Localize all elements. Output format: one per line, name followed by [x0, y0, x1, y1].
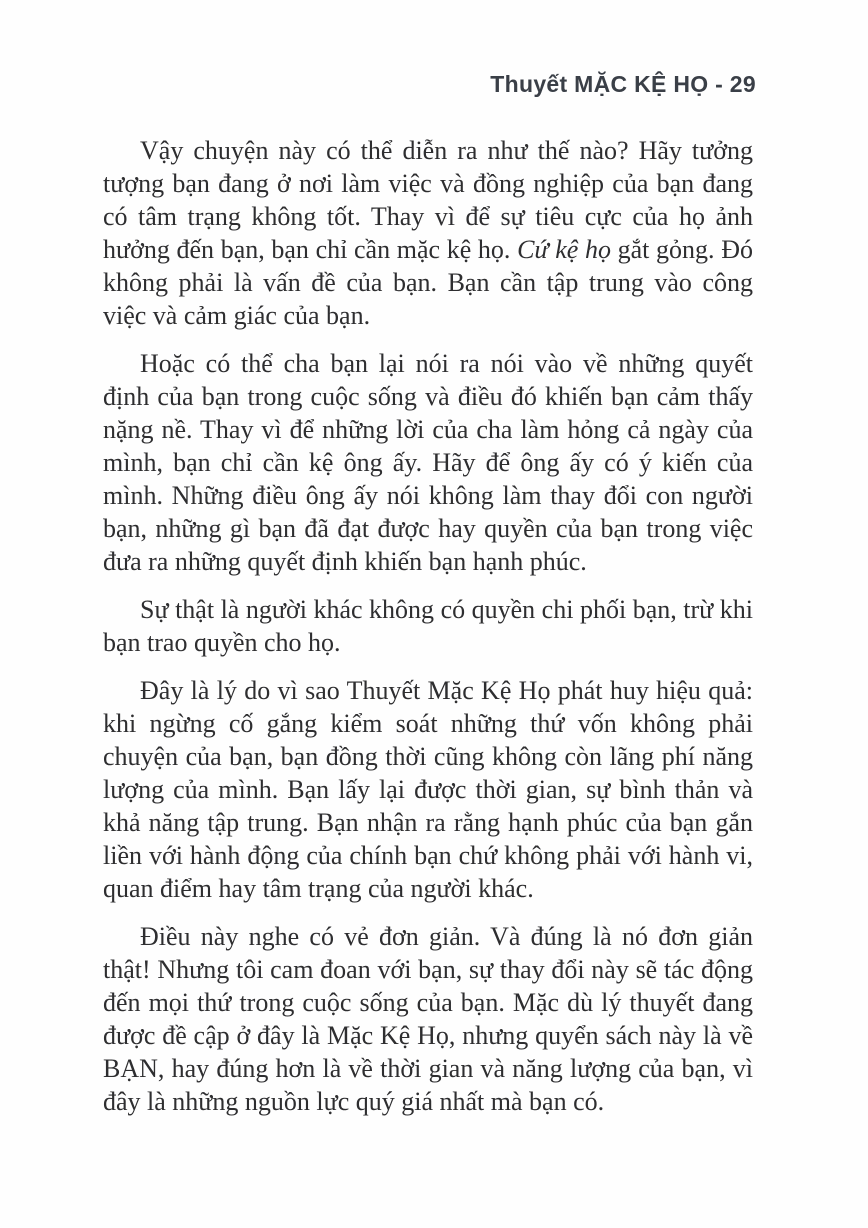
paragraph — [103, 134, 753, 332]
text-run: Điều này nghe có vẻ đơn giản. Và đúng là nó đơn giản thật! Nhưng tôi cam đoan với bạn, sự thay đổi này sẽ tác động đến mọi thứ trong cuộc sống của bạn. Mặc dù lý thuyết đang được đề cập ở đây là Mặc Kệ Họ, nhưng quyển sách này là về BẠN, hay đúng hơn là về thời gian và năng lượng của bạn, vì đây là những nguồn lực quý giá nhất mà bạn có. — [103, 922, 753, 1116]
text-run: Đây là lý do vì sao Thuyết Mặc Kệ Họ phát huy hiệu quả: khi ngừng cố gắng kiểm soát những thứ vốn không phải chuyện của bạn, bạn đồng thời cũng không còn lãng phí năng lượng của mình. Bạn lấy lại được thời gian, sự bình thản và khả năng tập trung. Bạn nhận ra rằng hạnh phúc của bạn gắn liền với hành động của chính bạn chứ không phải với hành vi, quan điểm hay tâm trạng của người khác. — [103, 676, 753, 903]
running-header: Thuyết MẶC KỆ HỌ - 29 — [490, 71, 756, 97]
paragraph — [103, 674, 753, 905]
text-run: Vậy chuyện này có thể diễn ra như thế nào? Hãy tưởng tượng bạn đang ở nơi làm việc và đồng nghiệp của bạn đang có tâm trạng không tốt. Thay vì để sự tiêu cực của họ ảnh hưởng đến bạn, bạn chỉ cần mặc kệ họ. — [103, 136, 753, 264]
paragraph — [103, 920, 753, 1118]
page-body — [103, 134, 753, 1118]
text-run: Hoặc có thể cha bạn lại nói ra nói vào về những quyết định của bạn trong cuộc sống và điều đó khiến bạn cảm thấy nặng nề. Thay vì để những lời của cha làm hỏng cả ngày của mình, bạn chỉ cần kệ ông ấy. Hãy để ông ấy có ý kiến của mình. Những điều ông ấy nói không làm thay đổi con người bạn, những gì bạn đã đạt được hay quyền của bạn trong việc đưa ra những quyết định khiến bạn hạnh phúc. — [103, 349, 753, 576]
text-run: Sự thật là người khác không có quyền chi phối bạn, trừ khi bạn trao quyền cho họ. — [103, 595, 753, 657]
paragraph — [103, 347, 753, 578]
italic-text-run: Cứ kệ họ — [517, 235, 611, 264]
text-run: gắt gỏng. Đó không phải là vấn đề của bạn. Bạn cần tập trung vào công việc và cảm giác của bạn. — [103, 235, 753, 330]
paragraph — [103, 593, 753, 659]
